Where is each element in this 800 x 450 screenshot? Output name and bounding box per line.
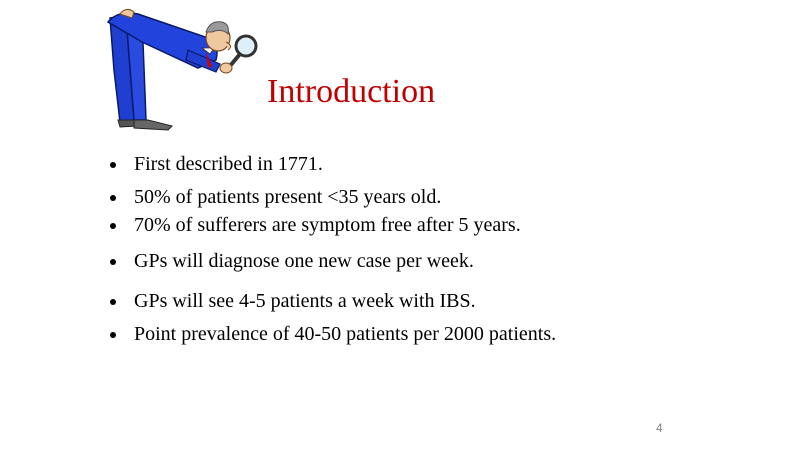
bullet-text: GPs will diagnose one new case per week. — [134, 250, 474, 272]
page-number: 4 — [656, 421, 663, 435]
bullet-text: First described in 1771. — [134, 153, 323, 175]
slide-title: Introduction — [267, 73, 436, 110]
bullet-text: GPs will see 4-5 patients a week with IBS. — [134, 290, 476, 312]
bullet-text: 50% of patients present <35 years old. — [134, 186, 442, 208]
bullet-text: 70% of sufferers are symptom free after 5 years. — [134, 214, 521, 236]
bullet-dot-icon — [110, 259, 116, 265]
bullet-list — [110, 0, 710, 450]
bullet-dot-icon — [110, 332, 116, 338]
bullet-dot-icon — [110, 223, 116, 229]
bullet-text: Point prevalence of 40-50 patients per 2000 patients. — [134, 323, 557, 345]
bullet-dot-icon — [110, 195, 116, 201]
bullet-dot-icon — [110, 299, 116, 305]
bullet-dot-icon — [110, 162, 116, 168]
